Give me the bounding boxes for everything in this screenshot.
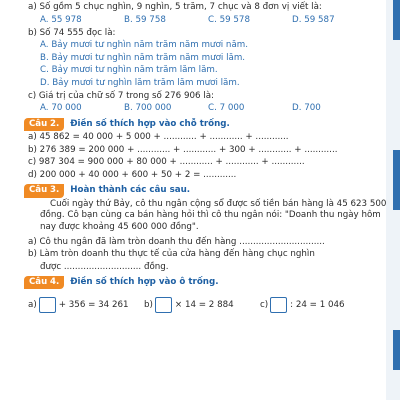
option-a[interactable]: A. 55 978	[40, 14, 82, 25]
equation-label: a)	[28, 299, 37, 310]
option-c[interactable]: C. 59 578	[208, 14, 250, 25]
option-d[interactable]: D. 700	[292, 103, 321, 114]
side-stripe	[393, 0, 400, 40]
equation-label: b)	[144, 299, 153, 310]
cau4-title: Điền số thích hợp vào ô trống.	[70, 277, 219, 288]
cau2-title: Điền số thích hợp vào chỗ trống.	[70, 118, 230, 129]
equation-label: c)	[260, 299, 269, 310]
cau3-part-a: a) Cô thu ngân đã làm tròn doanh thu đến hàng ...............................	[28, 236, 325, 247]
cau2-line-d: d) 200 000 + 40 000 + 600 + 50 + 2 = ............	[28, 169, 237, 180]
equation-a	[28, 297, 144, 313]
equation-text: × 14 = 2 884	[174, 299, 234, 310]
equation-c	[260, 297, 376, 313]
question-a-options	[28, 15, 390, 28]
option-c[interactable]: C. 7 000	[208, 103, 245, 114]
question-c-options	[28, 103, 390, 116]
option-a[interactable]: A. Bảy mươi tư nghìn năm trăm năm mươi năm.	[40, 40, 248, 51]
cau3-part-b: b) Làm tròn doanh thu thực tế của cửa hàng đến hàng chục nghìn	[28, 249, 315, 260]
side-stripe	[393, 330, 400, 370]
cau2-heading	[28, 117, 390, 132]
option-b[interactable]: B. 59 758	[124, 14, 166, 25]
side-stripe	[393, 150, 400, 210]
cau2-line-b: b) 276 389 = 200 000 + ............ + ............ + 300 + ............ + ............	[28, 144, 338, 155]
question-a: a) Số gồm 5 chục nghìn, 9 nghìn, 5 trăm, 7 chục và 8 đơn vị viết là:	[28, 2, 322, 12]
answer-box[interactable]	[39, 297, 56, 313]
cau3-badge: Câu 3.	[24, 184, 64, 197]
option-b[interactable]: B. 700 000	[124, 103, 172, 114]
equation-text: + 356 = 34 261	[58, 299, 129, 310]
option-c[interactable]: C. Bảy mươi tư nghìn năm trăm lăm lăm.	[40, 65, 218, 76]
cau4-heading	[28, 275, 390, 290]
cau3-part-b-cont: được ............................ đồng.	[40, 261, 169, 272]
option-a[interactable]: A. 70 000	[40, 103, 82, 114]
cau3-heading	[28, 184, 390, 199]
cau4-equations	[28, 296, 390, 314]
cau2-line-a: a) 45 862 = 40 000 + 5 000 + ............ + ............ + ............	[28, 132, 289, 143]
question-c: c) Giá trị của chữ số 7 trong số 276 906 là:	[28, 90, 214, 101]
equation-b	[144, 297, 260, 313]
cau3-paragraph: Cuối ngày thứ Bảy, cô thu ngân cộng sổ được số tiền bán hàng là 45 623 500 đồng. Cô bạn cùng ca bán hàng hỏi thì cô thu ngân nói: "Doanh thu ngày hôm nay được khoảng 45 600 000 đồng".	[40, 198, 387, 232]
equation-text: : 24 = 1 046	[290, 299, 345, 310]
answer-box[interactable]	[270, 297, 287, 313]
answer-box[interactable]	[155, 297, 172, 313]
cau2-line-c: c) 987 304 = 900 000 + 80 000 + ............ + ............ + ............	[28, 157, 305, 168]
option-d[interactable]: D. Bảy mươi tư nghìn lăm trăm lăm mươi lăm.	[40, 77, 240, 88]
option-b[interactable]: B. Bảy mươi tư nghìn năm trăm năm mươi lăm.	[40, 52, 246, 63]
cau2-badge: Câu 2.	[24, 118, 64, 131]
option-d[interactable]: D. 59 587	[292, 14, 335, 25]
page-side-decoration	[386, 0, 400, 400]
cau3-title: Hoàn thành các câu sau.	[70, 185, 191, 196]
cau4-badge: Câu 4.	[24, 276, 64, 289]
question-b: b) Số 74 555 đọc là:	[28, 27, 116, 38]
